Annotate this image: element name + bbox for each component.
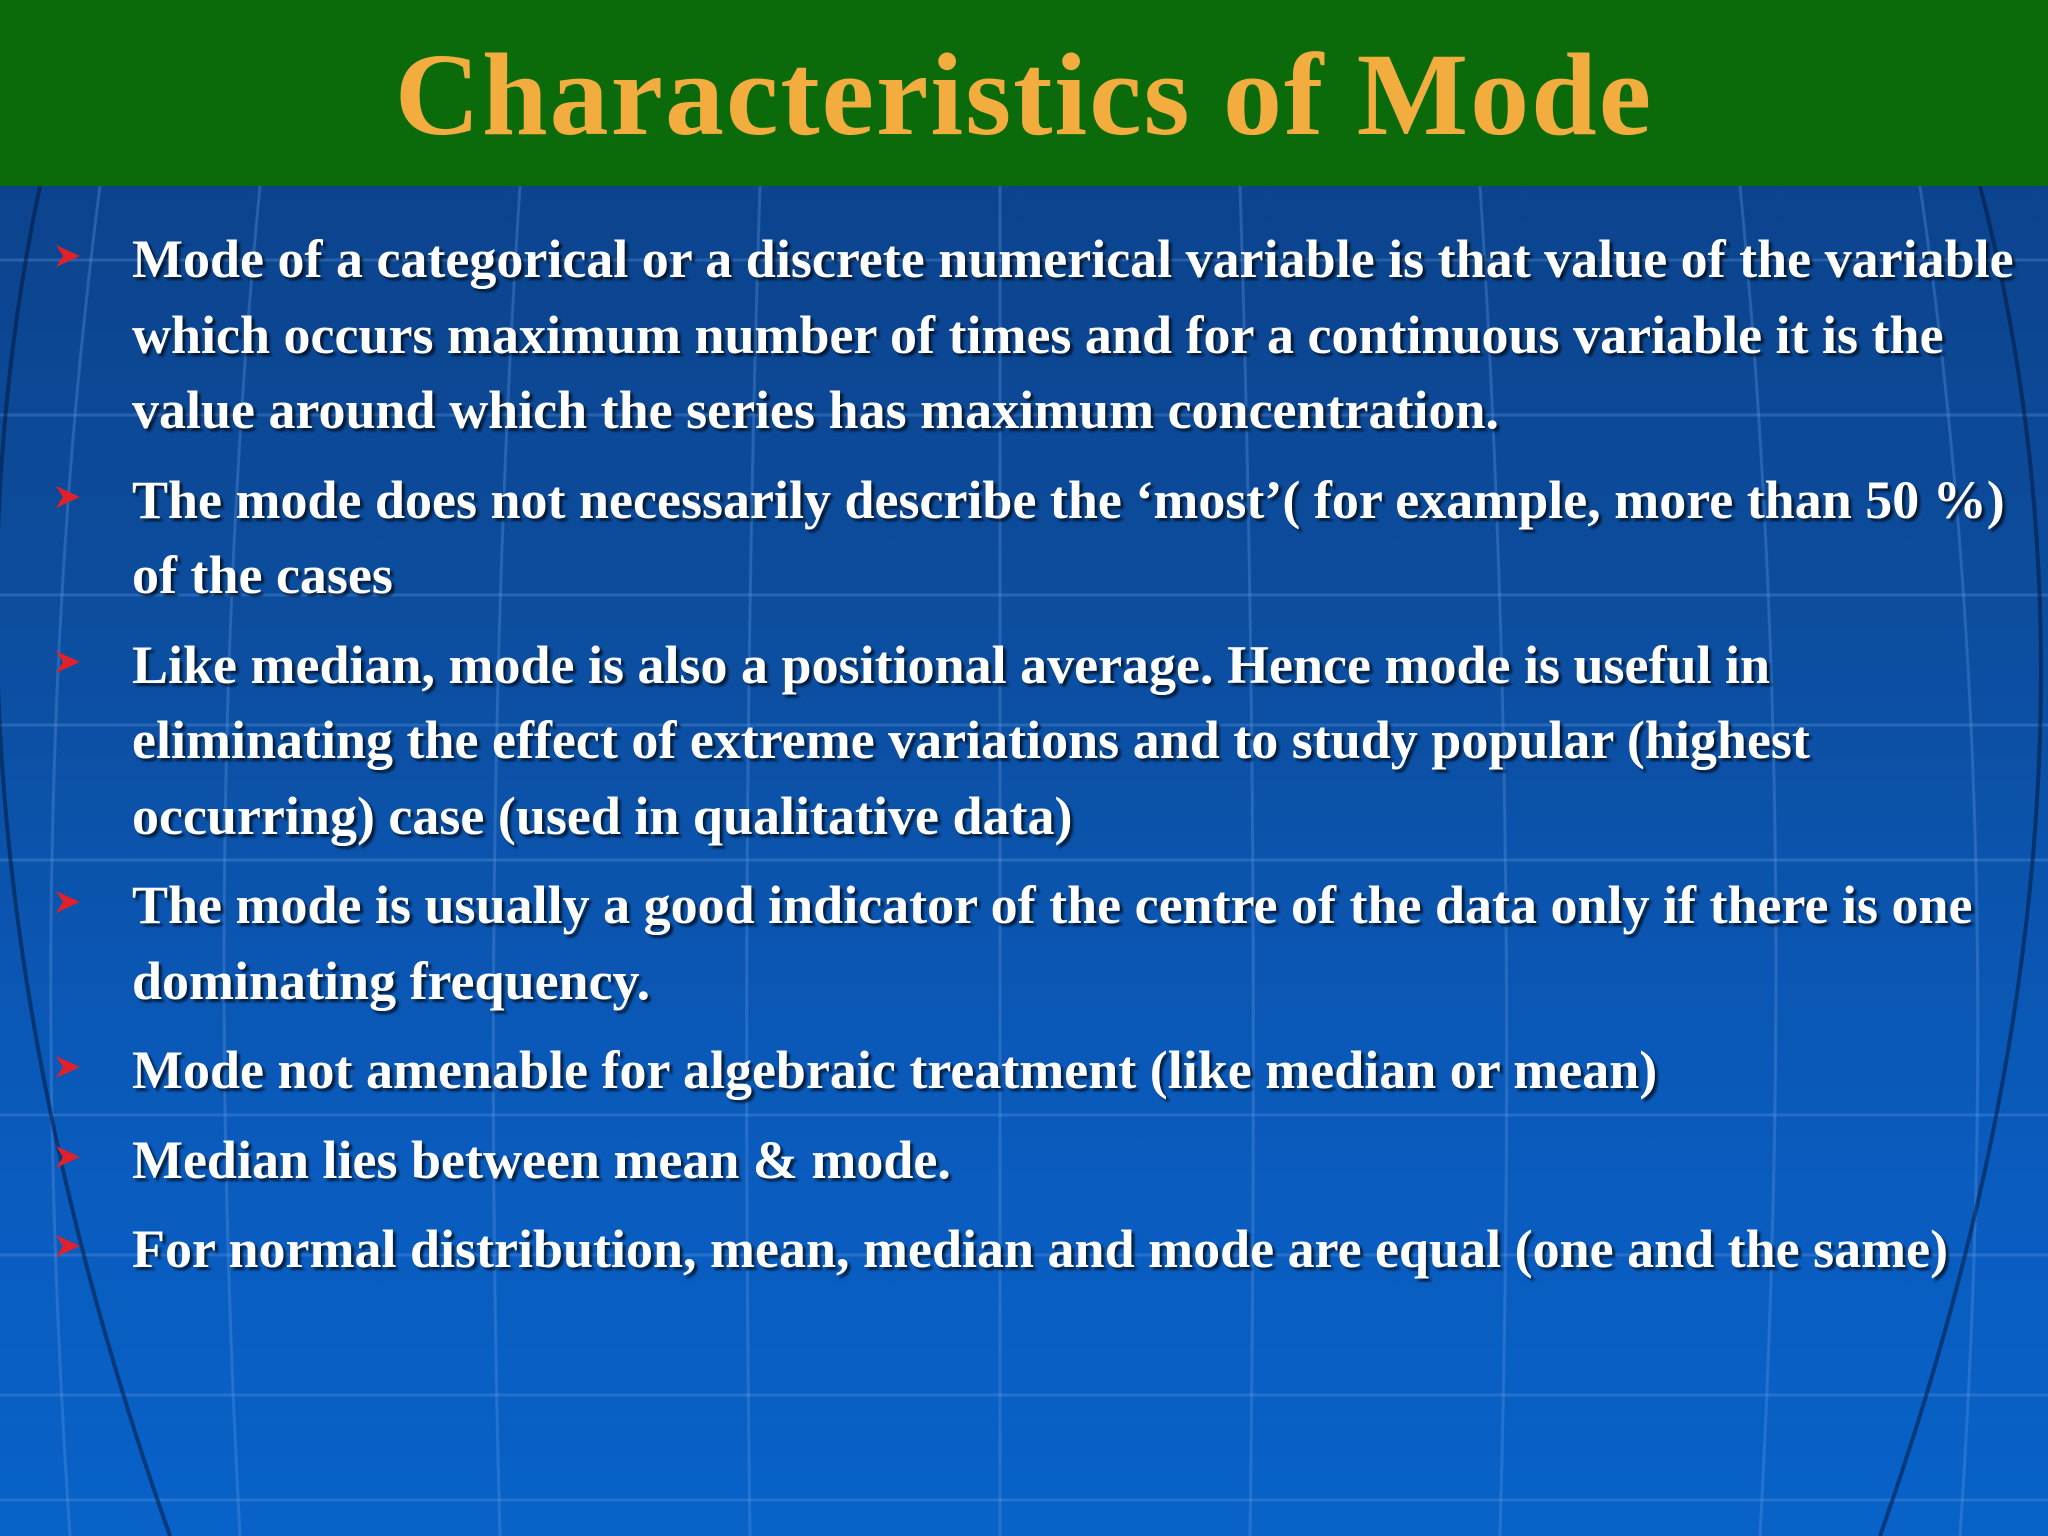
red-arrowhead-icon <box>56 245 80 267</box>
red-arrowhead-icon <box>56 486 80 508</box>
bullet-text: Like median, mode is also a positional average. Hence mode is useful in eliminating the effect of extreme variations and to study popular (highest occurring) case (used in qualitative data) <box>132 634 1810 846</box>
slide-title: Characteristics of Mode <box>394 29 1654 160</box>
bullet-item <box>0 868 2048 1019</box>
bullet-item <box>0 628 2048 855</box>
red-arrowhead-icon <box>56 651 80 673</box>
title-bar <box>0 0 2048 186</box>
bullet-text: Mode of a categorical or a discrete numerical variable is that value of the variable which occurs maximum number of times and for a continuous variable it is the value around which the series has maximum concentration. <box>132 229 2014 440</box>
bullet-item <box>0 1123 2048 1199</box>
red-arrowhead-icon <box>56 1146 80 1168</box>
bullet-text: Mode not amenable for algebraic treatment (like median or mean) <box>132 1040 1658 1100</box>
bullet-text: The mode is usually a good indicator of the centre of the data only if there is one dominating frequency. <box>132 875 1973 1011</box>
bullet-text: Median lies between mean & mode. <box>132 1129 951 1190</box>
bullet-text: The mode does not necessarily describe the ‘most’( for example, more than 50 %) of the cases <box>132 469 2005 605</box>
bullet-item <box>0 1033 2048 1109</box>
red-arrowhead-icon <box>56 891 80 913</box>
red-arrowhead-icon <box>56 1056 80 1078</box>
bullet-item <box>0 1212 2048 1288</box>
red-arrowhead-icon <box>56 1235 80 1257</box>
bullet-item <box>0 222 2048 449</box>
bullet-text: For normal distribution, mean, median and mode are equal (one and the same) <box>132 1219 1949 1279</box>
bullet-item <box>0 463 2048 614</box>
bullet-list <box>0 222 2048 1302</box>
